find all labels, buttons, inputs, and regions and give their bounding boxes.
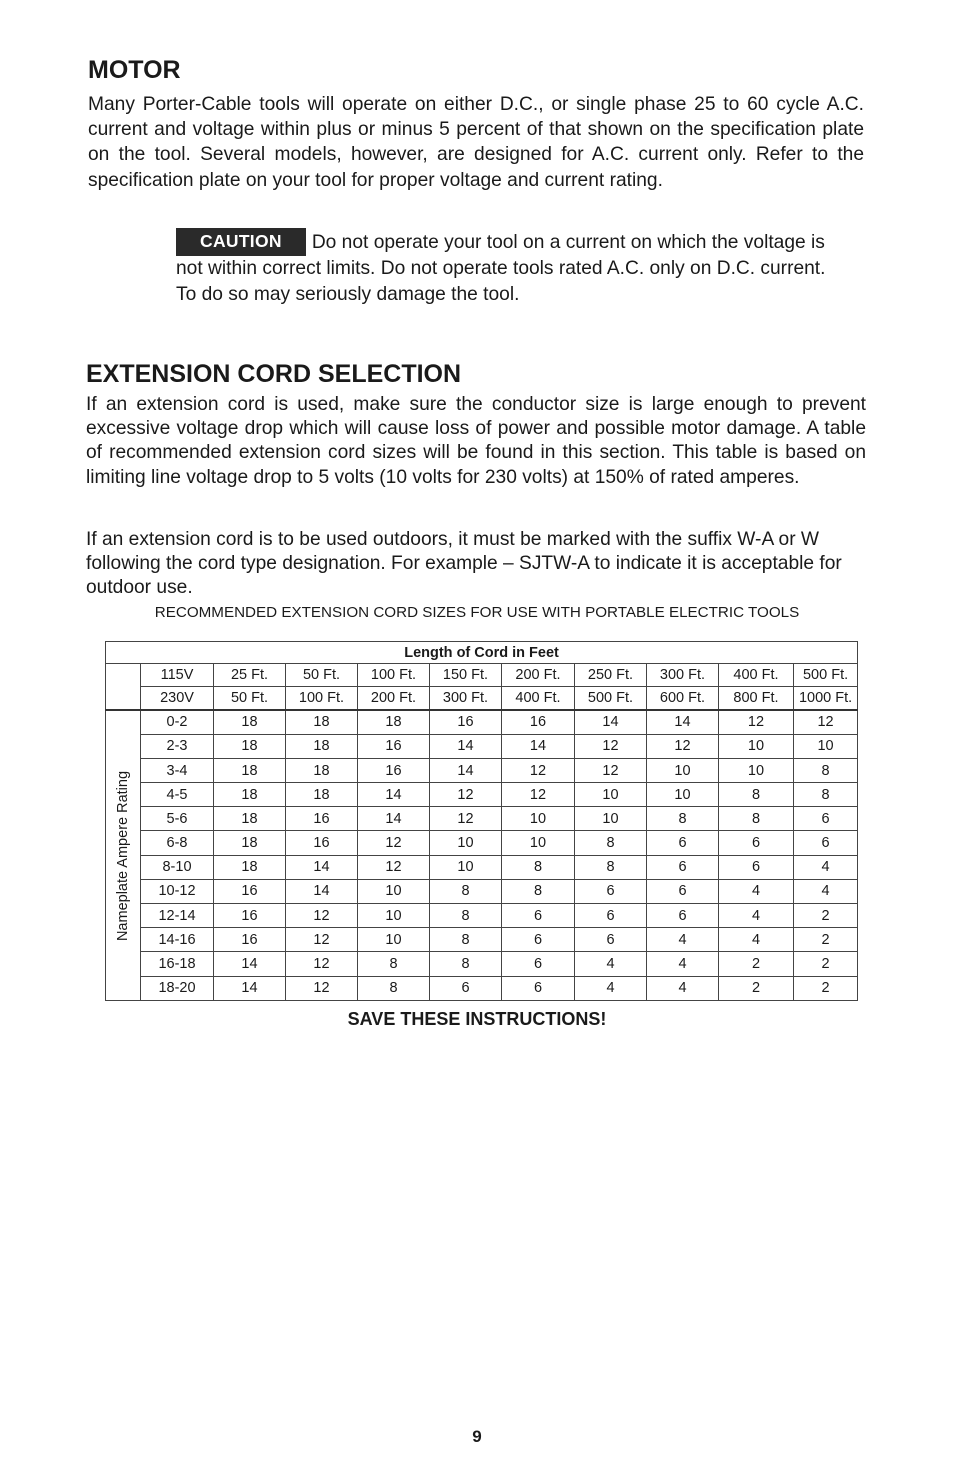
gauge-cell: 8 bbox=[358, 976, 430, 1000]
gauge-cell: 14 bbox=[502, 734, 575, 758]
gauge-cell: 4 bbox=[794, 879, 858, 903]
extension-cord-table bbox=[105, 641, 858, 1001]
gauge-cell: 18 bbox=[214, 758, 286, 782]
gauge-cell: 10 bbox=[430, 831, 502, 855]
amp-range-cell: 18-20 bbox=[141, 976, 214, 1000]
length-230-cell: 600 Ft. bbox=[647, 687, 719, 710]
gauge-cell: 12 bbox=[358, 855, 430, 879]
gauge-cell: 14 bbox=[214, 952, 286, 976]
gauge-cell: 18 bbox=[286, 734, 358, 758]
length-230-cell: 300 Ft. bbox=[430, 687, 502, 710]
gauge-cell: 10 bbox=[575, 807, 647, 831]
amp-range-cell: 5-6 bbox=[141, 807, 214, 831]
gauge-cell: 18 bbox=[286, 783, 358, 807]
gauge-cell: 16 bbox=[502, 710, 575, 734]
gauge-cell: 12 bbox=[502, 758, 575, 782]
gauge-cell: 2 bbox=[719, 976, 794, 1000]
gauge-cell: 4 bbox=[794, 855, 858, 879]
gauge-cell: 18 bbox=[286, 710, 358, 734]
gauge-cell: 8 bbox=[794, 758, 858, 782]
gauge-cell: 8 bbox=[719, 783, 794, 807]
gauge-cell: 14 bbox=[358, 783, 430, 807]
amp-range-cell: 6-8 bbox=[141, 831, 214, 855]
voltage-row-115 bbox=[106, 664, 858, 687]
length-115-cell: 400 Ft. bbox=[719, 664, 794, 687]
gauge-cell: 8 bbox=[575, 855, 647, 879]
length-header: Length of Cord in Feet bbox=[106, 642, 858, 664]
length-230-cell: 200 Ft. bbox=[358, 687, 430, 710]
table-row bbox=[106, 734, 858, 758]
gauge-cell: 2 bbox=[794, 904, 858, 928]
gauge-cell: 10 bbox=[358, 928, 430, 952]
blank-cell bbox=[106, 687, 141, 710]
gauge-cell: 4 bbox=[647, 976, 719, 1000]
gauge-cell: 14 bbox=[430, 758, 502, 782]
gauge-cell: 16 bbox=[358, 734, 430, 758]
length-230-cell: 50 Ft. bbox=[214, 687, 286, 710]
length-230-cell: 400 Ft. bbox=[502, 687, 575, 710]
gauge-cell: 12 bbox=[502, 783, 575, 807]
gauge-cell: 4 bbox=[719, 928, 794, 952]
gauge-cell: 16 bbox=[358, 758, 430, 782]
gauge-cell: 16 bbox=[286, 831, 358, 855]
gauge-cell: 6 bbox=[575, 904, 647, 928]
voltage-row-230 bbox=[106, 687, 858, 710]
gauge-cell: 6 bbox=[502, 928, 575, 952]
amp-range-cell: 8-10 bbox=[141, 855, 214, 879]
gauge-cell: 6 bbox=[430, 976, 502, 1000]
gauge-cell: 6 bbox=[502, 976, 575, 1000]
gauge-cell: 4 bbox=[719, 879, 794, 903]
gauge-cell: 12 bbox=[430, 807, 502, 831]
gauge-cell: 12 bbox=[575, 758, 647, 782]
gauge-cell: 2 bbox=[794, 976, 858, 1000]
table-row bbox=[106, 855, 858, 879]
gauge-cell: 6 bbox=[502, 904, 575, 928]
gauge-cell: 6 bbox=[719, 855, 794, 879]
gauge-cell: 6 bbox=[719, 831, 794, 855]
length-115-cell: 150 Ft. bbox=[430, 664, 502, 687]
gauge-cell: 4 bbox=[719, 904, 794, 928]
gauge-cell: 6 bbox=[502, 952, 575, 976]
table-row bbox=[106, 952, 858, 976]
gauge-cell: 12 bbox=[647, 734, 719, 758]
gauge-cell: 6 bbox=[647, 879, 719, 903]
amp-range-cell: 14-16 bbox=[141, 928, 214, 952]
gauge-cell: 4 bbox=[647, 952, 719, 976]
table-row bbox=[106, 710, 858, 734]
gauge-cell: 4 bbox=[575, 976, 647, 1000]
motor-paragraph: Many Porter-Cable tools will operate on either D.C., or single phase 25 to 60 cycle A.C. current and voltage within plus or minus 5 percent of that shown on the specification plate on the tool. Several models, however, are designed for A.C. current only. Refer to the specification plate on your tool for proper voltage and current rating. bbox=[88, 94, 864, 191]
gauge-cell: 10 bbox=[430, 855, 502, 879]
gauge-cell: 16 bbox=[430, 710, 502, 734]
gauge-cell: 6 bbox=[794, 831, 858, 855]
gauge-cell: 16 bbox=[286, 807, 358, 831]
gauge-cell: 2 bbox=[794, 952, 858, 976]
length-115-cell: 25 Ft. bbox=[214, 664, 286, 687]
length-230-cell: 100 Ft. bbox=[286, 687, 358, 710]
save-instructions: SAVE THESE INSTRUCTIONS! bbox=[347, 1009, 607, 1029]
gauge-cell: 2 bbox=[719, 952, 794, 976]
gauge-cell: 18 bbox=[286, 758, 358, 782]
extension-paragraph-1: If an extension cord is used, make sure the conductor size is large enough to prevent excessive voltage drop which will cause loss of power and possible motor damage. A table of recommended extension cord sizes will be found in this section. This table is based on limiting line voltage drop to 5 volts (10 volts for 230 volts) at 150% of rated amperes. bbox=[86, 394, 866, 488]
gauge-cell: 12 bbox=[358, 831, 430, 855]
length-115-cell: 50 Ft. bbox=[286, 664, 358, 687]
gauge-cell: 12 bbox=[286, 976, 358, 1000]
gauge-cell: 10 bbox=[502, 807, 575, 831]
extension-heading: EXTENSION CORD SELECTION bbox=[86, 360, 462, 388]
gauge-cell: 12 bbox=[794, 710, 858, 734]
gauge-cell: 12 bbox=[286, 904, 358, 928]
table-header-row bbox=[106, 642, 858, 664]
amp-range-cell: 16-18 bbox=[141, 952, 214, 976]
gauge-cell: 18 bbox=[214, 734, 286, 758]
gauge-cell: 10 bbox=[358, 879, 430, 903]
gauge-cell: 18 bbox=[214, 807, 286, 831]
gauge-cell: 16 bbox=[214, 904, 286, 928]
amp-range-cell: 3-4 bbox=[141, 758, 214, 782]
blank-cell bbox=[106, 664, 141, 687]
motor-heading: MOTOR bbox=[88, 56, 181, 84]
gauge-cell: 4 bbox=[575, 952, 647, 976]
gauge-cell: 18 bbox=[358, 710, 430, 734]
gauge-cell: 8 bbox=[358, 952, 430, 976]
caution-badge: CAUTION bbox=[176, 228, 306, 256]
amp-range-cell: 10-12 bbox=[141, 879, 214, 903]
gauge-cell: 6 bbox=[575, 928, 647, 952]
gauge-cell: 8 bbox=[430, 904, 502, 928]
gauge-cell: 10 bbox=[647, 783, 719, 807]
table-row bbox=[106, 831, 858, 855]
gauge-cell: 14 bbox=[358, 807, 430, 831]
gauge-cell: 18 bbox=[214, 855, 286, 879]
gauge-cell: 8 bbox=[647, 807, 719, 831]
gauge-cell: 12 bbox=[575, 734, 647, 758]
gauge-cell: 4 bbox=[647, 928, 719, 952]
gauge-cell: 18 bbox=[214, 831, 286, 855]
table-row bbox=[106, 783, 858, 807]
gauge-cell: 12 bbox=[719, 710, 794, 734]
gauge-cell: 6 bbox=[794, 807, 858, 831]
table-row bbox=[106, 807, 858, 831]
amp-range-cell: 0-2 bbox=[141, 710, 214, 734]
gauge-cell: 14 bbox=[214, 976, 286, 1000]
table-row bbox=[106, 976, 858, 1000]
gauge-cell: 2 bbox=[794, 928, 858, 952]
gauge-cell: 6 bbox=[647, 831, 719, 855]
gauge-cell: 18 bbox=[214, 783, 286, 807]
gauge-cell: 14 bbox=[575, 710, 647, 734]
length-230-cell: 800 Ft. bbox=[719, 687, 794, 710]
gauge-cell: 10 bbox=[719, 758, 794, 782]
table-row bbox=[106, 879, 858, 903]
caution-block bbox=[176, 228, 826, 307]
row-header-label: Nameplate Ampere Rating bbox=[115, 770, 131, 941]
length-115-cell: 300 Ft. bbox=[647, 664, 719, 687]
gauge-cell: 12 bbox=[286, 952, 358, 976]
length-230-cell: 500 Ft. bbox=[575, 687, 647, 710]
gauge-cell: 14 bbox=[286, 855, 358, 879]
amp-range-cell: 2-3 bbox=[141, 734, 214, 758]
gauge-cell: 8 bbox=[430, 928, 502, 952]
gauge-cell: 6 bbox=[647, 855, 719, 879]
amp-range-cell: 4-5 bbox=[141, 783, 214, 807]
length-230-cell: 1000 Ft. bbox=[794, 687, 858, 710]
table-caption: RECOMMENDED EXTENSION CORD SIZES FOR USE WITH PORTABLE ELECTRIC TOOLS bbox=[154, 604, 800, 621]
table-row bbox=[106, 904, 858, 928]
length-115-cell: 250 Ft. bbox=[575, 664, 647, 687]
gauge-cell: 14 bbox=[286, 879, 358, 903]
gauge-cell: 8 bbox=[502, 879, 575, 903]
gauge-cell: 14 bbox=[647, 710, 719, 734]
gauge-cell: 12 bbox=[286, 928, 358, 952]
gauge-cell: 10 bbox=[502, 831, 575, 855]
table-row bbox=[106, 928, 858, 952]
gauge-cell: 10 bbox=[575, 783, 647, 807]
gauge-cell: 14 bbox=[430, 734, 502, 758]
table-row bbox=[106, 758, 858, 782]
gauge-cell: 10 bbox=[647, 758, 719, 782]
gauge-cell: 12 bbox=[430, 783, 502, 807]
gauge-cell: 16 bbox=[214, 879, 286, 903]
gauge-cell: 6 bbox=[647, 904, 719, 928]
length-115-cell: 100 Ft. bbox=[358, 664, 430, 687]
gauge-cell: 8 bbox=[430, 879, 502, 903]
row-header-cell bbox=[106, 710, 141, 1000]
length-115-cell: 200 Ft. bbox=[502, 664, 575, 687]
gauge-cell: 8 bbox=[430, 952, 502, 976]
voltage-label-115: 115V bbox=[141, 664, 214, 687]
length-115-cell: 500 Ft. bbox=[794, 664, 858, 687]
gauge-cell: 6 bbox=[575, 879, 647, 903]
amp-range-cell: 12-14 bbox=[141, 904, 214, 928]
page-number: 9 bbox=[472, 1427, 482, 1446]
caution-text: Do not operate your tool on a current on which the voltage is not within correct limits. Do not operate tools rated A.C. only on D.C. current. To do so may seriously damage the tool. bbox=[176, 232, 826, 305]
gauge-cell: 10 bbox=[358, 904, 430, 928]
gauge-cell: 18 bbox=[214, 710, 286, 734]
gauge-cell: 10 bbox=[719, 734, 794, 758]
gauge-cell: 16 bbox=[214, 928, 286, 952]
gauge-cell: 8 bbox=[575, 831, 647, 855]
gauge-cell: 8 bbox=[719, 807, 794, 831]
voltage-label-230: 230V bbox=[141, 687, 214, 710]
extension-paragraph-2: If an extension cord is to be used outdoors, it must be marked with the suffix W-A or W following the cord type designation. For example – SJTW-A to indicate it is acceptable for outdoor use. bbox=[86, 529, 842, 599]
gauge-cell: 8 bbox=[794, 783, 858, 807]
gauge-cell: 8 bbox=[502, 855, 575, 879]
gauge-cell: 10 bbox=[794, 734, 858, 758]
